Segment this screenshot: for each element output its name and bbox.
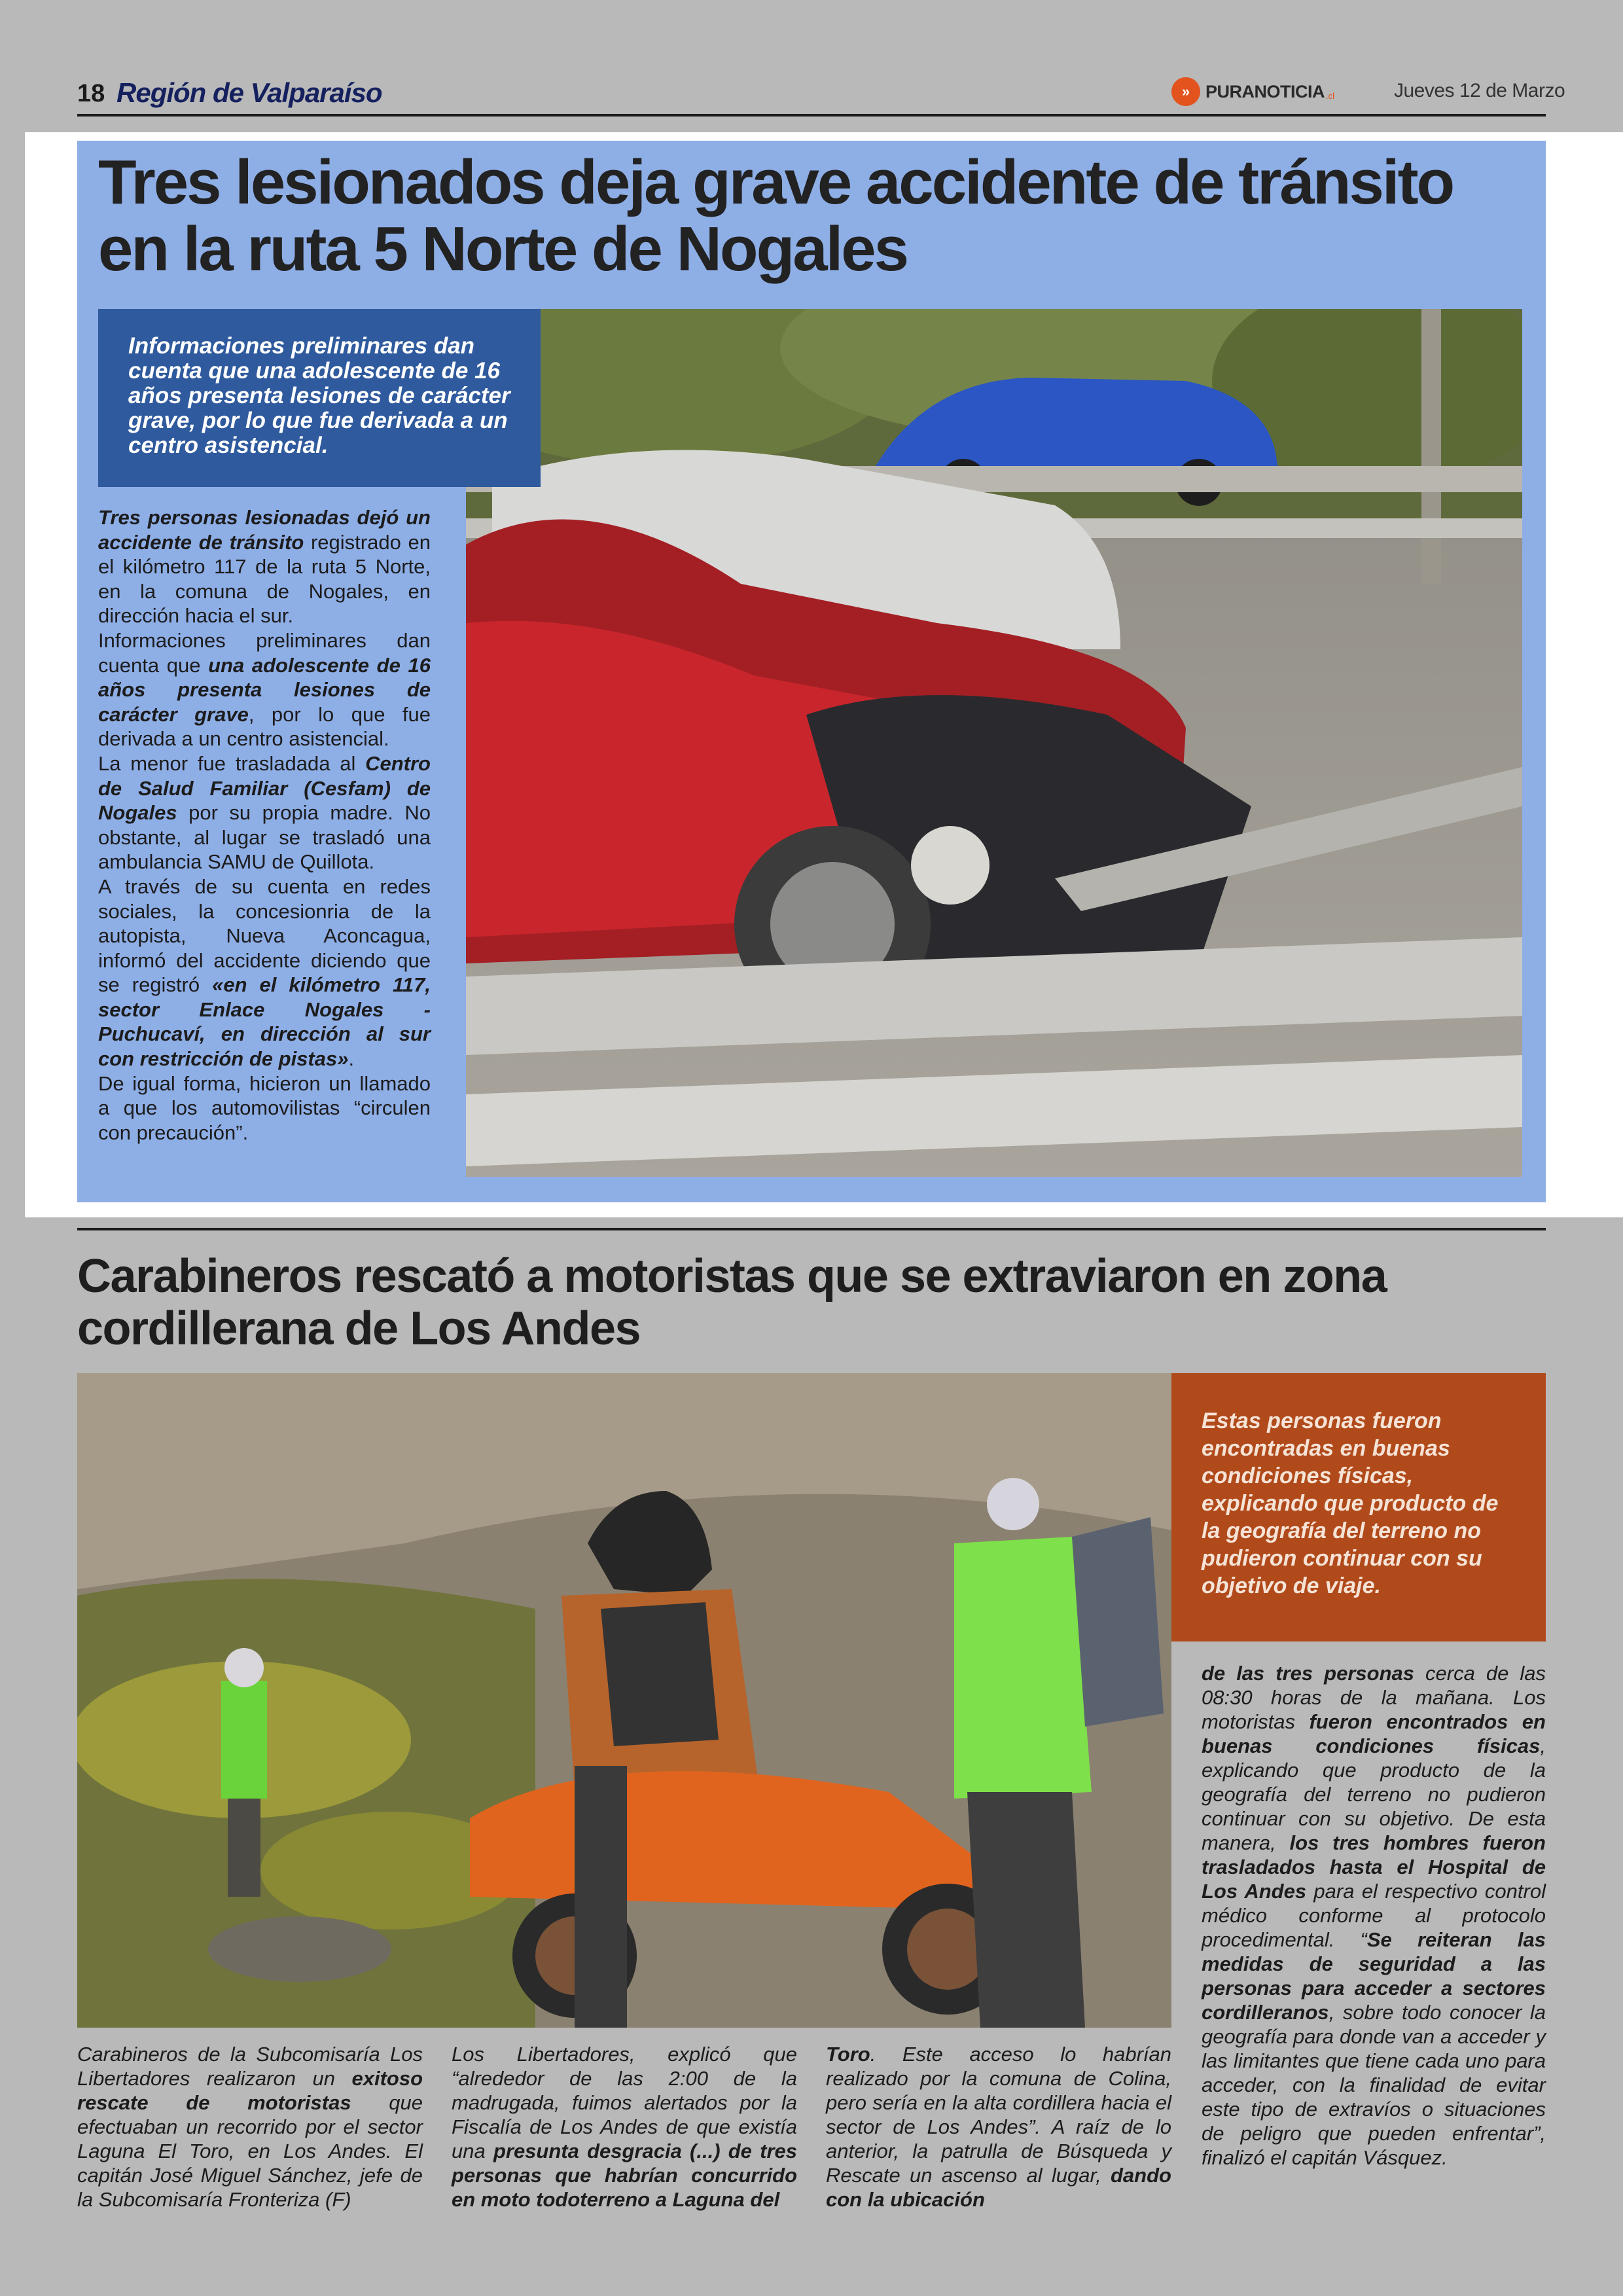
section-title: Región de Valparaíso xyxy=(116,77,382,108)
article1-paragraph: La menor fue trasladada al Centro de Salud Familiar (Cesfam) de Nogales por su propia madre. No obstante, al lugar se trasladó una ambulancia SAMU de Quillota. xyxy=(98,751,431,874)
article2-column-3: Toro. Este acceso lo habrían realizado por la comuna de Colina, pero sería en la alta cordillera hacia el sector de Los Andes”. A raíz de lo anterior, la patrulla de Búsqueda y Rescate un ascenso al lugar, dando con la ubicación xyxy=(826,2043,1171,2211)
page-number: 18 xyxy=(77,80,105,107)
article1-paragraph: A través de su cuenta en redes sociales, la concesionria de la autopista, Nueva Aconcagua, informó del accidente diciendo que se registró «en el kilómetro 117, sector Enlace Nogales - Puchucaví, en dirección al sur con restricción de pistas». xyxy=(98,874,431,1071)
article1-paragraph: Tres personas lesionadas dejó un accidente de tránsito registrado en el kilómetro 117 de la ruta 5 Norte, en la comuna de Nogales, en dirección hacia el sur. xyxy=(98,506,431,628)
rescue-photo xyxy=(77,1373,1171,2028)
chevron-logo-icon: » xyxy=(1171,77,1200,106)
section-rule xyxy=(77,1228,1546,1230)
puranoticia-logo xyxy=(1171,76,1334,107)
article2-headline: Carabineros rescató a motoristas que se extraviaron en zona cordillerana de Los Andes xyxy=(77,1250,1387,1355)
article1-callout: Informaciones preliminares dan cuenta que una adolescente de 16 años presenta lesiones de carácter grave, por lo que fue derivada a un centro asistencial. xyxy=(98,309,541,487)
article2-column-2: Los Libertadores, explicó que “alrededor de las 2:00 de la madrugada, fuimos alertados por la Fiscalía de Los Andes de que existía una presunta desgracia (...) de tres personas que habrían concurrido en moto todoterreno a Laguna del xyxy=(452,2043,797,2211)
article2-callout: Estas personas fueron encontradas en buenas condiciones físicas, explicando que producto de la geografía del terreno no pudieron continuar con su objetivo de viaje. xyxy=(1171,1373,1546,1641)
article2-column-4: de las tres personas cerca de las 08:30 horas de la mañana. Los motoristas fueron encontrados en buenas condiciones físicas, explicando que producto de la geografía del terreno no pudieron continuar con su objetivo. De esta manera, los tres hombres fueron trasladados hasta el Hospital de Los Andes para el respectivo control médico conforme al protocolo procedimental. “Se reiteran las medidas de seguridad a las personas para acceder a sectores cordilleranos, sobre todo conocer la geografía para donde van a acceder y las limitantes que tiene cada uno para acceder, con la finalidad de evitar este tipo de extravíos o situaciones de peligro que pueden enfrentar”, finalizó el capitán Vásquez. xyxy=(1202,1662,1546,2169)
logo-text: PURANOTICIA xyxy=(1205,81,1325,101)
article1-paragraph: De igual forma, hicieron un llamado a que los automovilistas “circulen con precaución”. xyxy=(98,1071,431,1144)
accident-photo xyxy=(466,309,1522,1177)
issue-date: Jueves 12 de Marzo xyxy=(1394,80,1565,101)
article2-column-1: Carabineros de la Subcomisaría Los Libertadores realizaron un exitoso rescate de motoristas que efectuaban un recorrido por el sector Laguna El Toro, en Los Andes. El capitán José Miguel Sánchez, jefe de la Subcomisaría Fronteriza (F) xyxy=(77,2043,423,2211)
article1-paragraph: Informaciones preliminares dan cuenta que una adolescente de 16 años presenta lesiones de carácter grave, por lo que fue derivada a un centro asistencial. xyxy=(98,628,431,751)
logo-suffix: .cl xyxy=(1326,90,1334,101)
article1-headline: Tres lesionados deja grave accidente de tránsito en la ruta 5 Norte de Nogales xyxy=(98,147,1454,284)
article1-body xyxy=(98,505,431,1145)
header-rule xyxy=(77,114,1546,117)
